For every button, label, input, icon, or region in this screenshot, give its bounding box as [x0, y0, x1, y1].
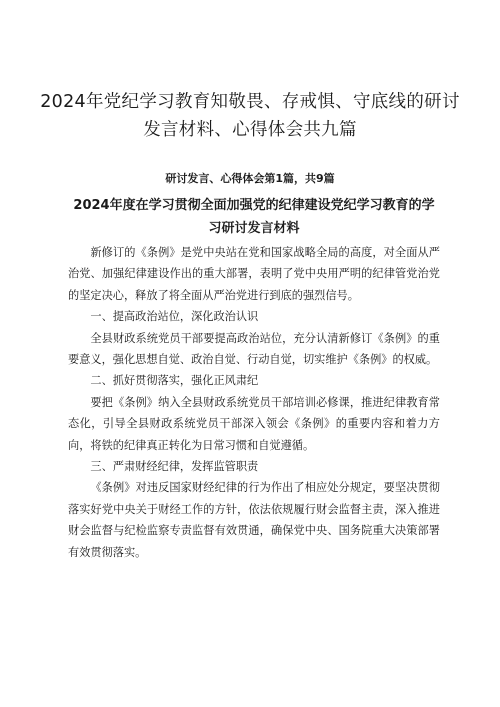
article-subheading: 研讨发言、心得体会第1篇，共9篇 [165, 172, 335, 185]
section-heading: 三、严肃财经纪律，发挥监管职责 [90, 460, 259, 474]
document-title: 2024年党纪学习教育知敬畏、存戒惧、守底线的研讨发言材料、心得体会共九篇 [40, 92, 460, 140]
article-title: 2024年度在学习贯彻全面加强党的纪律建设党纪学习教育的学习研讨发言材料 [73, 198, 435, 236]
section-heading: 二、抓好贯彻落实，强化正风肃纪 [90, 374, 259, 388]
section-heading: 一、提高政治站位，深化政治认识 [90, 310, 259, 324]
article-body [68, 242, 440, 563]
body-paragraph: 要把《条例》纳入全县财政系统党员干部培训必修课，推进纪律教育常态化，引导全县财政系统党员干部深入领会《条例》的重要内容和着力方向，将铁的纪律真正转化为日常习惯和自觉遵循。 [68, 395, 440, 452]
body-paragraph: 《条例》对违反国家财经纪律的行为作出了相应处分规定，要坚决贯彻落实好党中央关于财经工作的方针，依法依规履行财会监督主责，深入推进财会监督与纪检监察专责监督有效贯通，确保党中央、国务院重大决策部署有效贯彻落实。 [68, 481, 440, 559]
body-paragraph: 新修订的《条例》是党中央站在党和国家战略全局的高度，对全面从严治党、加强纪律建设作出的重大部署，表明了党中央用严明的纪律管党治党的坚定决心，释放了将全面从严治党进行到底的强烈信号。 [68, 246, 440, 302]
body-paragraph: 全县财政系统党员干部要提高政治站位，充分认清新修订《条例》的重要意义，强化思想自觉、政治自觉、行动自觉，切实维护《条例》的权威。 [68, 331, 440, 367]
